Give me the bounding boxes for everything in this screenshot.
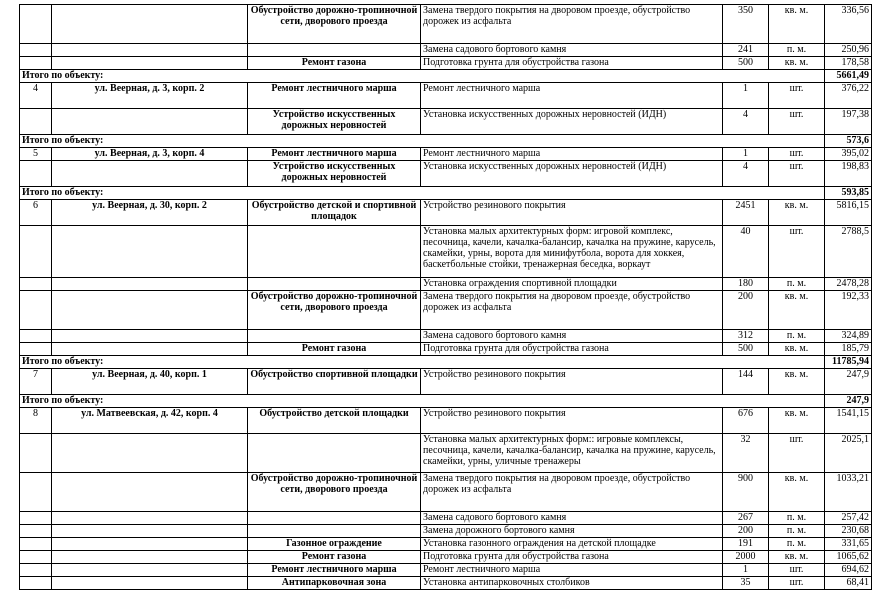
quantity-cell: 191: [723, 538, 769, 551]
row-number-cell: [20, 226, 52, 278]
unit-cell: кв. м.: [769, 473, 825, 512]
quantity-cell: 180: [723, 278, 769, 291]
row-number-cell: [20, 109, 52, 135]
table-row: [20, 200, 872, 226]
unit-cell: шт.: [769, 564, 825, 577]
quantity-cell: 676: [723, 408, 769, 434]
cost-cell: 5816,15: [825, 200, 872, 226]
table-row: [20, 564, 872, 577]
row-number-cell: [20, 57, 52, 70]
work-description-cell: Устройство резинового покрытия: [421, 200, 723, 226]
quantity-cell: 1: [723, 148, 769, 161]
table-row: [20, 434, 872, 473]
row-number-cell: 7: [20, 369, 52, 395]
table-row: [20, 330, 872, 343]
work-description-cell: Замена садового бортового камня: [421, 330, 723, 343]
work-description-cell: Ремонт лестничного марша: [421, 148, 723, 161]
work-description-cell: Ремонт лестничного марша: [421, 83, 723, 109]
table-row: [20, 83, 872, 109]
work-type-cell: [248, 512, 421, 525]
quantity-cell: 267: [723, 512, 769, 525]
row-number-cell: 5: [20, 148, 52, 161]
object-total-row: [20, 187, 872, 200]
work-type-cell: Ремонт лестничного марша: [248, 564, 421, 577]
address-cell: [52, 5, 248, 44]
table-row: [20, 278, 872, 291]
cost-cell: 230,68: [825, 525, 872, 538]
cost-cell: 192,33: [825, 291, 872, 330]
work-type-cell: [248, 434, 421, 473]
address-cell: ул. Веерная, д. 3, корп. 4: [52, 148, 248, 161]
address-cell: [52, 564, 248, 577]
cost-cell: 376,22: [825, 83, 872, 109]
work-type-cell: Обустройство дорожно-тропиночной сети, дворового проезда: [248, 291, 421, 330]
cost-cell: 1541,15: [825, 408, 872, 434]
total-label: Итого по объекту:: [20, 395, 825, 408]
work-description-cell: Установка ограждения спортивной площадки: [421, 278, 723, 291]
work-description-cell: Ремонт лестничного марша: [421, 564, 723, 577]
work-description-cell: Установка антипарковочных столбиков: [421, 577, 723, 590]
row-number-cell: [20, 577, 52, 590]
row-number-cell: [20, 291, 52, 330]
table-row: [20, 291, 872, 330]
table-row: [20, 148, 872, 161]
quantity-cell: 4: [723, 161, 769, 187]
unit-cell: шт.: [769, 434, 825, 473]
total-label: Итого по объекту:: [20, 356, 825, 369]
address-cell: [52, 278, 248, 291]
row-number-cell: [20, 343, 52, 356]
work-description-cell: Подготовка грунта для обустройства газона: [421, 551, 723, 564]
address-cell: [52, 226, 248, 278]
address-cell: [52, 330, 248, 343]
table-row: [20, 577, 872, 590]
quantity-cell: 350: [723, 5, 769, 44]
work-type-cell: [248, 226, 421, 278]
work-type-cell: Ремонт газона: [248, 343, 421, 356]
address-cell: [52, 44, 248, 57]
row-number-cell: [20, 473, 52, 512]
address-cell: [52, 343, 248, 356]
work-description-cell: Устройство резинового покрытия: [421, 369, 723, 395]
quantity-cell: 312: [723, 330, 769, 343]
works-table-container: [19, 4, 872, 590]
work-type-cell: Антипарковочная зона: [248, 577, 421, 590]
work-type-cell: [248, 330, 421, 343]
unit-cell: п. м.: [769, 278, 825, 291]
quantity-cell: 200: [723, 525, 769, 538]
unit-cell: шт.: [769, 109, 825, 135]
quantity-cell: 200: [723, 291, 769, 330]
cost-cell: 2788,5: [825, 226, 872, 278]
unit-cell: п. м.: [769, 330, 825, 343]
work-type-cell: Ремонт лестничного марша: [248, 83, 421, 109]
total-value: 247,9: [825, 395, 872, 408]
work-description-cell: Устройство резинового покрытия: [421, 408, 723, 434]
unit-cell: кв. м.: [769, 200, 825, 226]
unit-cell: шт.: [769, 83, 825, 109]
table-row: [20, 408, 872, 434]
address-cell: ул. Веерная, д. 30, корп. 2: [52, 200, 248, 226]
unit-cell: кв. м.: [769, 408, 825, 434]
cost-cell: 247,9: [825, 369, 872, 395]
address-cell: [52, 538, 248, 551]
row-number-cell: [20, 551, 52, 564]
table-row: [20, 538, 872, 551]
address-cell: [52, 577, 248, 590]
work-description-cell: Замена садового бортового камня: [421, 44, 723, 57]
address-cell: [52, 109, 248, 135]
cost-cell: 694,62: [825, 564, 872, 577]
row-number-cell: 6: [20, 200, 52, 226]
object-total-row: [20, 135, 872, 148]
unit-cell: кв. м.: [769, 5, 825, 44]
cost-cell: 185,79: [825, 343, 872, 356]
row-number-cell: [20, 44, 52, 57]
unit-cell: кв. м.: [769, 551, 825, 564]
quantity-cell: 35: [723, 577, 769, 590]
work-description-cell: Установка искусственных дорожных неровностей (ИДН): [421, 161, 723, 187]
works-table: [19, 4, 872, 590]
cost-cell: 331,65: [825, 538, 872, 551]
unit-cell: шт.: [769, 577, 825, 590]
work-description-cell: Замена твердого покрытия на дворовом проезде, обустройство дорожек из асфальта: [421, 5, 723, 44]
work-type-cell: Устройство искусственных дорожных неровностей: [248, 109, 421, 135]
table-row: [20, 369, 872, 395]
work-description-cell: Подготовка грунта для обустройства газона: [421, 343, 723, 356]
row-number-cell: [20, 330, 52, 343]
total-value: 573,6: [825, 135, 872, 148]
cost-cell: 1033,21: [825, 473, 872, 512]
work-type-cell: Ремонт газона: [248, 551, 421, 564]
address-cell: [52, 525, 248, 538]
work-description-cell: Установка малых архитектурных форм: игровой комплекс, песочница, качели, качалка-балансир, качалка на пружине, карусель, скамейки, урны, ворота для минифутбола, ворота для хоккея, баскетбольные стойки, тренажерная беседка, воркаут: [421, 226, 723, 278]
cost-cell: 2478,28: [825, 278, 872, 291]
table-row: [20, 551, 872, 564]
object-total-row: [20, 356, 872, 369]
table-row: [20, 343, 872, 356]
work-description-cell: Замена твердого покрытия на дворовом проезде, обустройство дорожек из асфальта: [421, 291, 723, 330]
cost-cell: 250,96: [825, 44, 872, 57]
address-cell: ул. Матвеевская, д. 42, корп. 4: [52, 408, 248, 434]
unit-cell: п. м.: [769, 538, 825, 551]
address-cell: ул. Веерная, д. 40, корп. 1: [52, 369, 248, 395]
work-type-cell: Ремонт лестничного марша: [248, 148, 421, 161]
work-description-cell: Замена садового бортового камня: [421, 512, 723, 525]
quantity-cell: 144: [723, 369, 769, 395]
table-row: [20, 512, 872, 525]
cost-cell: 395,02: [825, 148, 872, 161]
cost-cell: 2025,1: [825, 434, 872, 473]
address-cell: [52, 434, 248, 473]
cost-cell: 178,58: [825, 57, 872, 70]
row-number-cell: [20, 512, 52, 525]
table-row: [20, 226, 872, 278]
address-cell: [52, 551, 248, 564]
unit-cell: п. м.: [769, 512, 825, 525]
row-number-cell: [20, 278, 52, 291]
unit-cell: кв. м.: [769, 57, 825, 70]
unit-cell: п. м.: [769, 525, 825, 538]
work-type-cell: Обустройство детской площадки: [248, 408, 421, 434]
work-type-cell: [248, 278, 421, 291]
table-row: [20, 109, 872, 135]
cost-cell: 324,89: [825, 330, 872, 343]
quantity-cell: 900: [723, 473, 769, 512]
work-description-cell: Установка малых архитектурных форм:: игровые комплексы, песочница, качели, качалка-балансир, качалка на пружине, карусель, скамейки, урны, уличные тренажеры: [421, 434, 723, 473]
total-label: Итого по объекту:: [20, 187, 825, 200]
total-value: 11785,94: [825, 356, 872, 369]
work-type-cell: Ремонт газона: [248, 57, 421, 70]
row-number-cell: [20, 434, 52, 473]
work-type-cell: Обустройство дорожно-тропиночной сети, дворового проезда: [248, 5, 421, 44]
quantity-cell: 500: [723, 343, 769, 356]
unit-cell: шт.: [769, 226, 825, 278]
address-cell: [52, 512, 248, 525]
address-cell: [52, 57, 248, 70]
unit-cell: кв. м.: [769, 343, 825, 356]
row-number-cell: [20, 161, 52, 187]
unit-cell: кв. м.: [769, 291, 825, 330]
quantity-cell: 40: [723, 226, 769, 278]
unit-cell: шт.: [769, 161, 825, 187]
table-row: [20, 5, 872, 44]
row-number-cell: [20, 525, 52, 538]
address-cell: [52, 291, 248, 330]
total-value: 593,85: [825, 187, 872, 200]
table-row: [20, 473, 872, 512]
quantity-cell: 4: [723, 109, 769, 135]
address-cell: ул. Веерная, д. 3, корп. 2: [52, 83, 248, 109]
row-number-cell: [20, 5, 52, 44]
total-label: Итого по объекту:: [20, 70, 825, 83]
quantity-cell: 1: [723, 83, 769, 109]
cost-cell: 197,38: [825, 109, 872, 135]
quantity-cell: 2451: [723, 200, 769, 226]
unit-cell: шт.: [769, 148, 825, 161]
quantity-cell: 32: [723, 434, 769, 473]
table-row: [20, 44, 872, 57]
unit-cell: п. м.: [769, 44, 825, 57]
row-number-cell: [20, 538, 52, 551]
object-total-row: [20, 70, 872, 83]
cost-cell: 198,83: [825, 161, 872, 187]
work-type-cell: Газонное ограждение: [248, 538, 421, 551]
table-row: [20, 57, 872, 70]
quantity-cell: 241: [723, 44, 769, 57]
work-description-cell: Замена твердого покрытия на дворовом проезде, обустройство дорожек из асфальта: [421, 473, 723, 512]
table-row: [20, 161, 872, 187]
cost-cell: 336,56: [825, 5, 872, 44]
address-cell: [52, 473, 248, 512]
quantity-cell: 1: [723, 564, 769, 577]
row-number-cell: [20, 564, 52, 577]
quantity-cell: 500: [723, 57, 769, 70]
work-description-cell: Замена дорожного бортового камня: [421, 525, 723, 538]
table-row: [20, 525, 872, 538]
work-type-cell: Обустройство дорожно-тропиночной сети, дворового проезда: [248, 473, 421, 512]
object-total-row: [20, 395, 872, 408]
work-type-cell: Обустройство детской и спортивной площадок: [248, 200, 421, 226]
unit-cell: кв. м.: [769, 369, 825, 395]
works-table-body: [20, 5, 872, 590]
quantity-cell: 2000: [723, 551, 769, 564]
work-type-cell: Устройство искусственных дорожных неровностей: [248, 161, 421, 187]
row-number-cell: 4: [20, 83, 52, 109]
work-type-cell: [248, 44, 421, 57]
cost-cell: 1065,62: [825, 551, 872, 564]
total-label: Итого по объекту:: [20, 135, 825, 148]
total-value: 5661,49: [825, 70, 872, 83]
work-description-cell: Установка газонного ограждения на детской площадке: [421, 538, 723, 551]
work-type-cell: Обустройство спортивной площадки: [248, 369, 421, 395]
cost-cell: 68,41: [825, 577, 872, 590]
work-description-cell: Подготовка грунта для обустройства газона: [421, 57, 723, 70]
work-type-cell: [248, 525, 421, 538]
row-number-cell: 8: [20, 408, 52, 434]
address-cell: [52, 161, 248, 187]
cost-cell: 257,42: [825, 512, 872, 525]
work-description-cell: Установка искусственных дорожных неровностей (ИДН): [421, 109, 723, 135]
